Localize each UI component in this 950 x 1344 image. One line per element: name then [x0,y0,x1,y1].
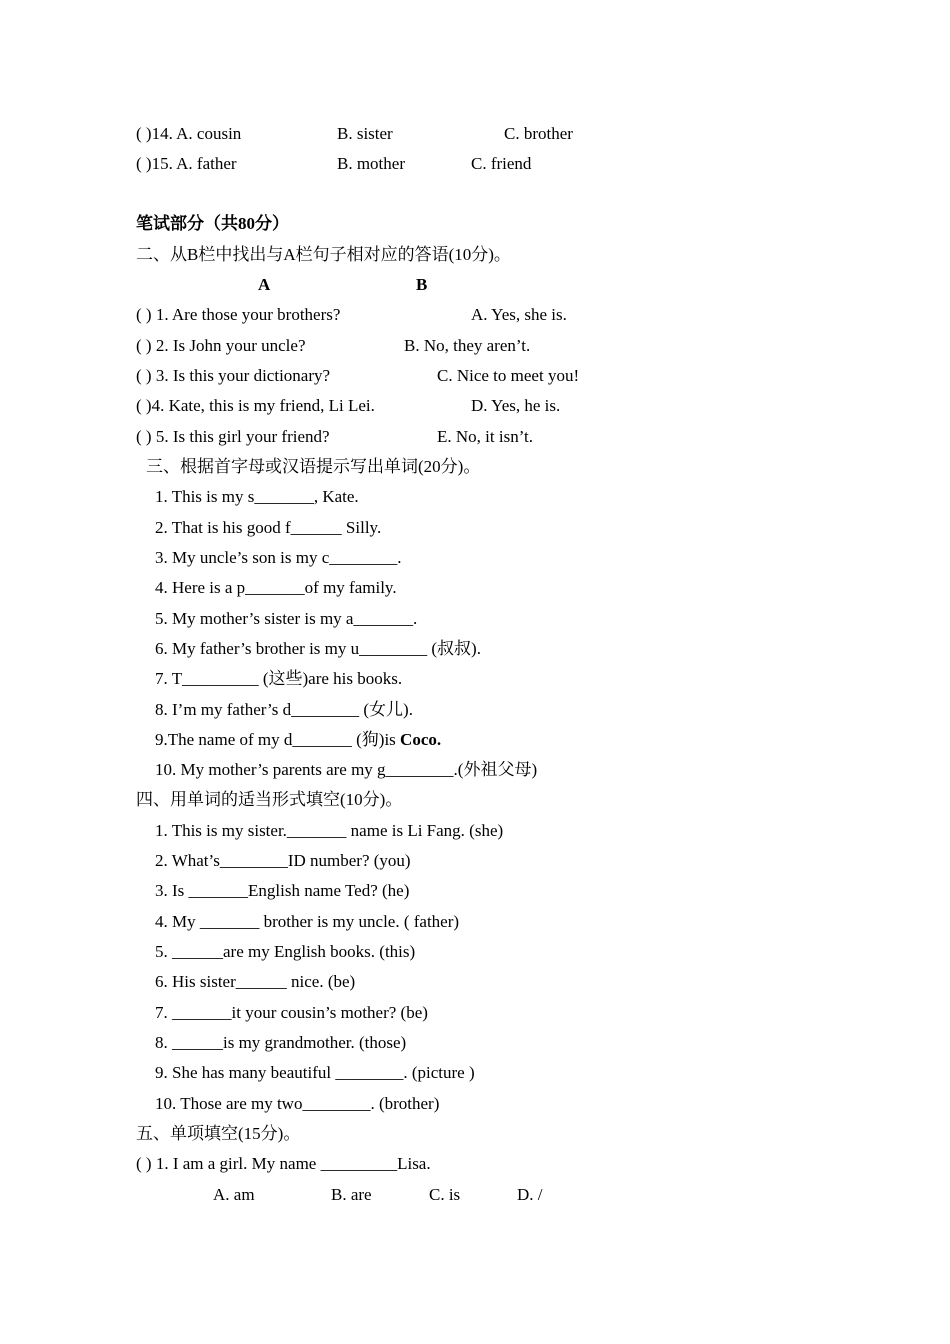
question-14-option-b: B. sister [337,124,393,143]
section3-item: 8. I’m my father’s d________ (女儿). [155,700,413,719]
section4-item: 6. His sister______ nice. (be) [155,972,356,991]
section3-item: 10. My mother’s parents are my g________.(外祖父母) [155,760,538,779]
section5-title: 五、单项填空(15分)。 [136,1124,301,1143]
section4-item: 1. This is my sister._______ name is Li Fang. (she) [155,821,504,840]
section5-question-1: ( ) 1. I am a girl. My name _________Lisa. [136,1154,431,1173]
section4-item: 8. ______is my grandmother. (those) [155,1033,407,1052]
section3-item: 7. T_________ (这些)are his books. [155,669,403,688]
section2-title: 二、从B栏中找出与A栏句子相对应的答语(10分)。 [136,245,511,264]
section5-option-a: A. am [213,1185,255,1204]
section4-item: 7. _______it your cousin’s mother? (be) [155,1003,428,1022]
section2-answer: E. No, it isn’t. [437,427,534,446]
section2-answer: C. Nice to meet you! [437,366,580,385]
section4-item: 4. My _______ brother is my uncle. ( father) [155,912,460,931]
section3-item: 1. This is my s_______, Kate. [155,487,359,506]
written-part-title: 笔试部分（共80分） [136,214,289,233]
section4-item: 5. ______are my English books. (this) [155,942,416,961]
section2-answer: B. No, they aren’t. [404,336,531,355]
section2-column-a: A [258,275,271,294]
section3-item: 2. That is his good f______ Silly. [155,518,382,537]
section2-answer: D. Yes, he is. [471,396,561,415]
section3-item: 5. My mother’s sister is my a_______. [155,609,418,628]
section2-question: ( ) 1. Are those your brothers? [136,305,341,324]
section3-item-9-bold: Coco. [400,730,442,749]
section4-item: 2. What’s________ID number? (you) [155,851,411,870]
section2-question: ( )4. Kate, this is my friend, Li Lei. [136,396,375,415]
section2-question: ( ) 5. Is this girl your friend? [136,427,330,446]
section3-item: 3. My uncle’s son is my c________. [155,548,402,567]
question-15-option-b: B. mother [337,154,405,173]
section3-title: 三、根据首字母或汉语提示写出单词(20分)。 [146,457,481,476]
section3-item: 4. Here is a p_______of my family. [155,578,397,597]
question-14-option-c: C. brother [504,124,573,143]
section5-option-c: C. is [429,1185,461,1204]
section4-item: 9. She has many beautiful ________. (picture ) [155,1063,475,1082]
question-14: ( )14. A. cousin [136,124,242,143]
question-15: ( )15. A. father [136,154,237,173]
section4-item: 3. Is _______English name Ted? (he) [155,881,410,900]
section2-question: ( ) 2. Is John your uncle? [136,336,306,355]
question-15-option-c: C. friend [471,154,532,173]
section2-question: ( ) 3. Is this your dictionary? [136,366,331,385]
section3-item: 6. My father’s brother is my u________ (叔叔). [155,639,481,658]
section2-column-b: B [416,275,428,294]
section3-item-9 [155,730,441,750]
section4-item: 10. Those are my two________. (brother) [155,1094,440,1113]
section5-option-d: D. / [517,1185,543,1204]
section5-option-b: B. are [331,1185,372,1204]
section4-title: 四、用单词的适当形式填空(10分)。 [136,790,403,809]
section3-item-9-text: 9.The name of my d_______ (狗)is [155,730,401,749]
section2-answer: A. Yes, she is. [471,305,567,324]
